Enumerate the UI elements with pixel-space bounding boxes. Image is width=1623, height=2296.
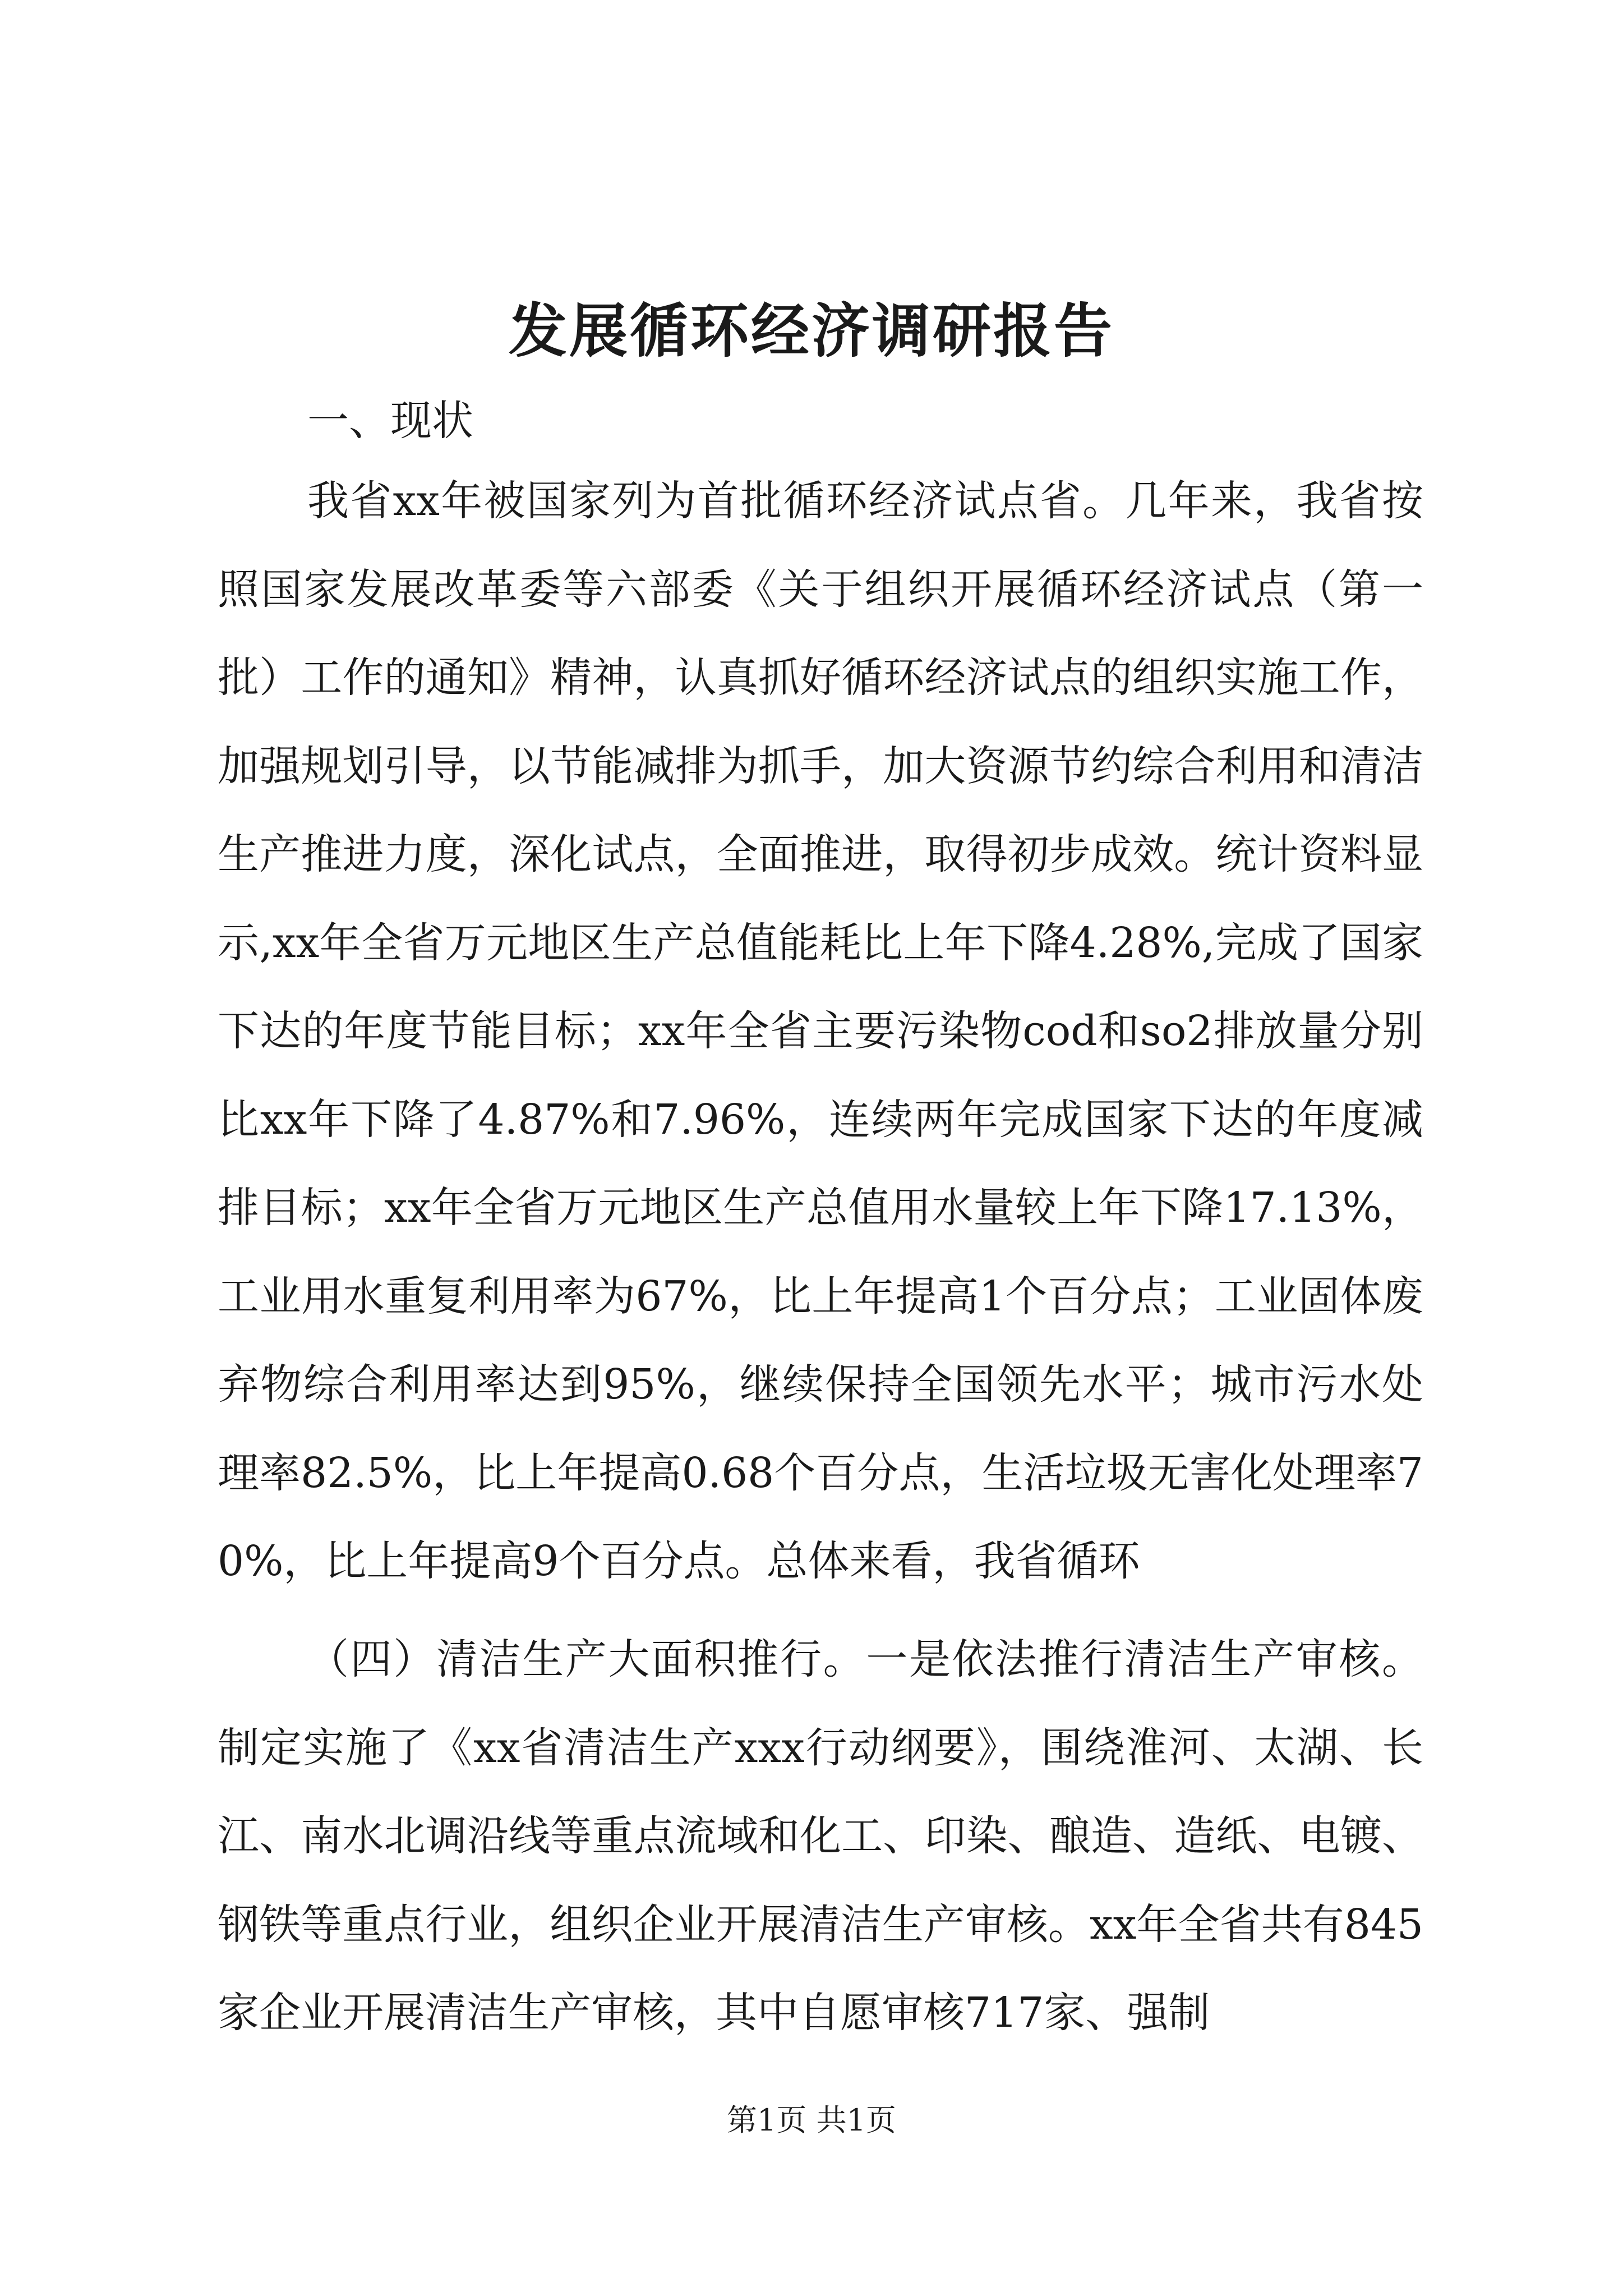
body-paragraph: 我省xx年被国家列为首批循环经济试点省。几年来，我省按照国家发展改革委等六部委《关于组织开展循环经济试点（第一批）工作的通知》精神，认真抓好循环经济试点的组织实施工作，加强规划引导，以节能减排为抓手，加大资源节约综合利用和清洁生产推进力度，深化试点，全面推进，取得初步成效。统计资料显示,xx年全省万元地区生产总值能耗比上年下降4.28%,完成了国家下达的年度节能目标；xx年全省主要污染物cod和so2排放量分别比xx年下降了4.87%和7.96%，连续两年完成国家下达的年度减排目标；xx年全省万元地区生产总值用水量较上年下降17.13%，工业用水重复利用率为67%，比上年提高1个百分点；工业固体废弃物综合利用率达到95%，继续保持全国领先水平；城市污水处理率82.5%，比上年提高0.68个百分点，生活垃圾无害化处理率70%，比上年提高9个百分点。总体来看，我省循环 [218, 477, 1423, 1585]
page-footer: 第1页 共1页 [727, 2102, 896, 2138]
section-heading: 一、现状 [307, 397, 473, 445]
body-paragraph: （四）清洁生产大面积推行。一是依法推行清洁生产审核。制定实施了《xx省清洁生产xxx行动纲要》，围绕淮河、太湖、长江、南水北调沿线等重点流域和化工、印染、酿造、造纸、电镀、钢铁等重点行业，组织企业开展清洁生产审核。xx年全省共有845家企业开展清洁生产审核，其中自愿审核717家、强制 [218, 1635, 1423, 2037]
document-title: 发展循环经济调研报告 [508, 296, 1114, 365]
